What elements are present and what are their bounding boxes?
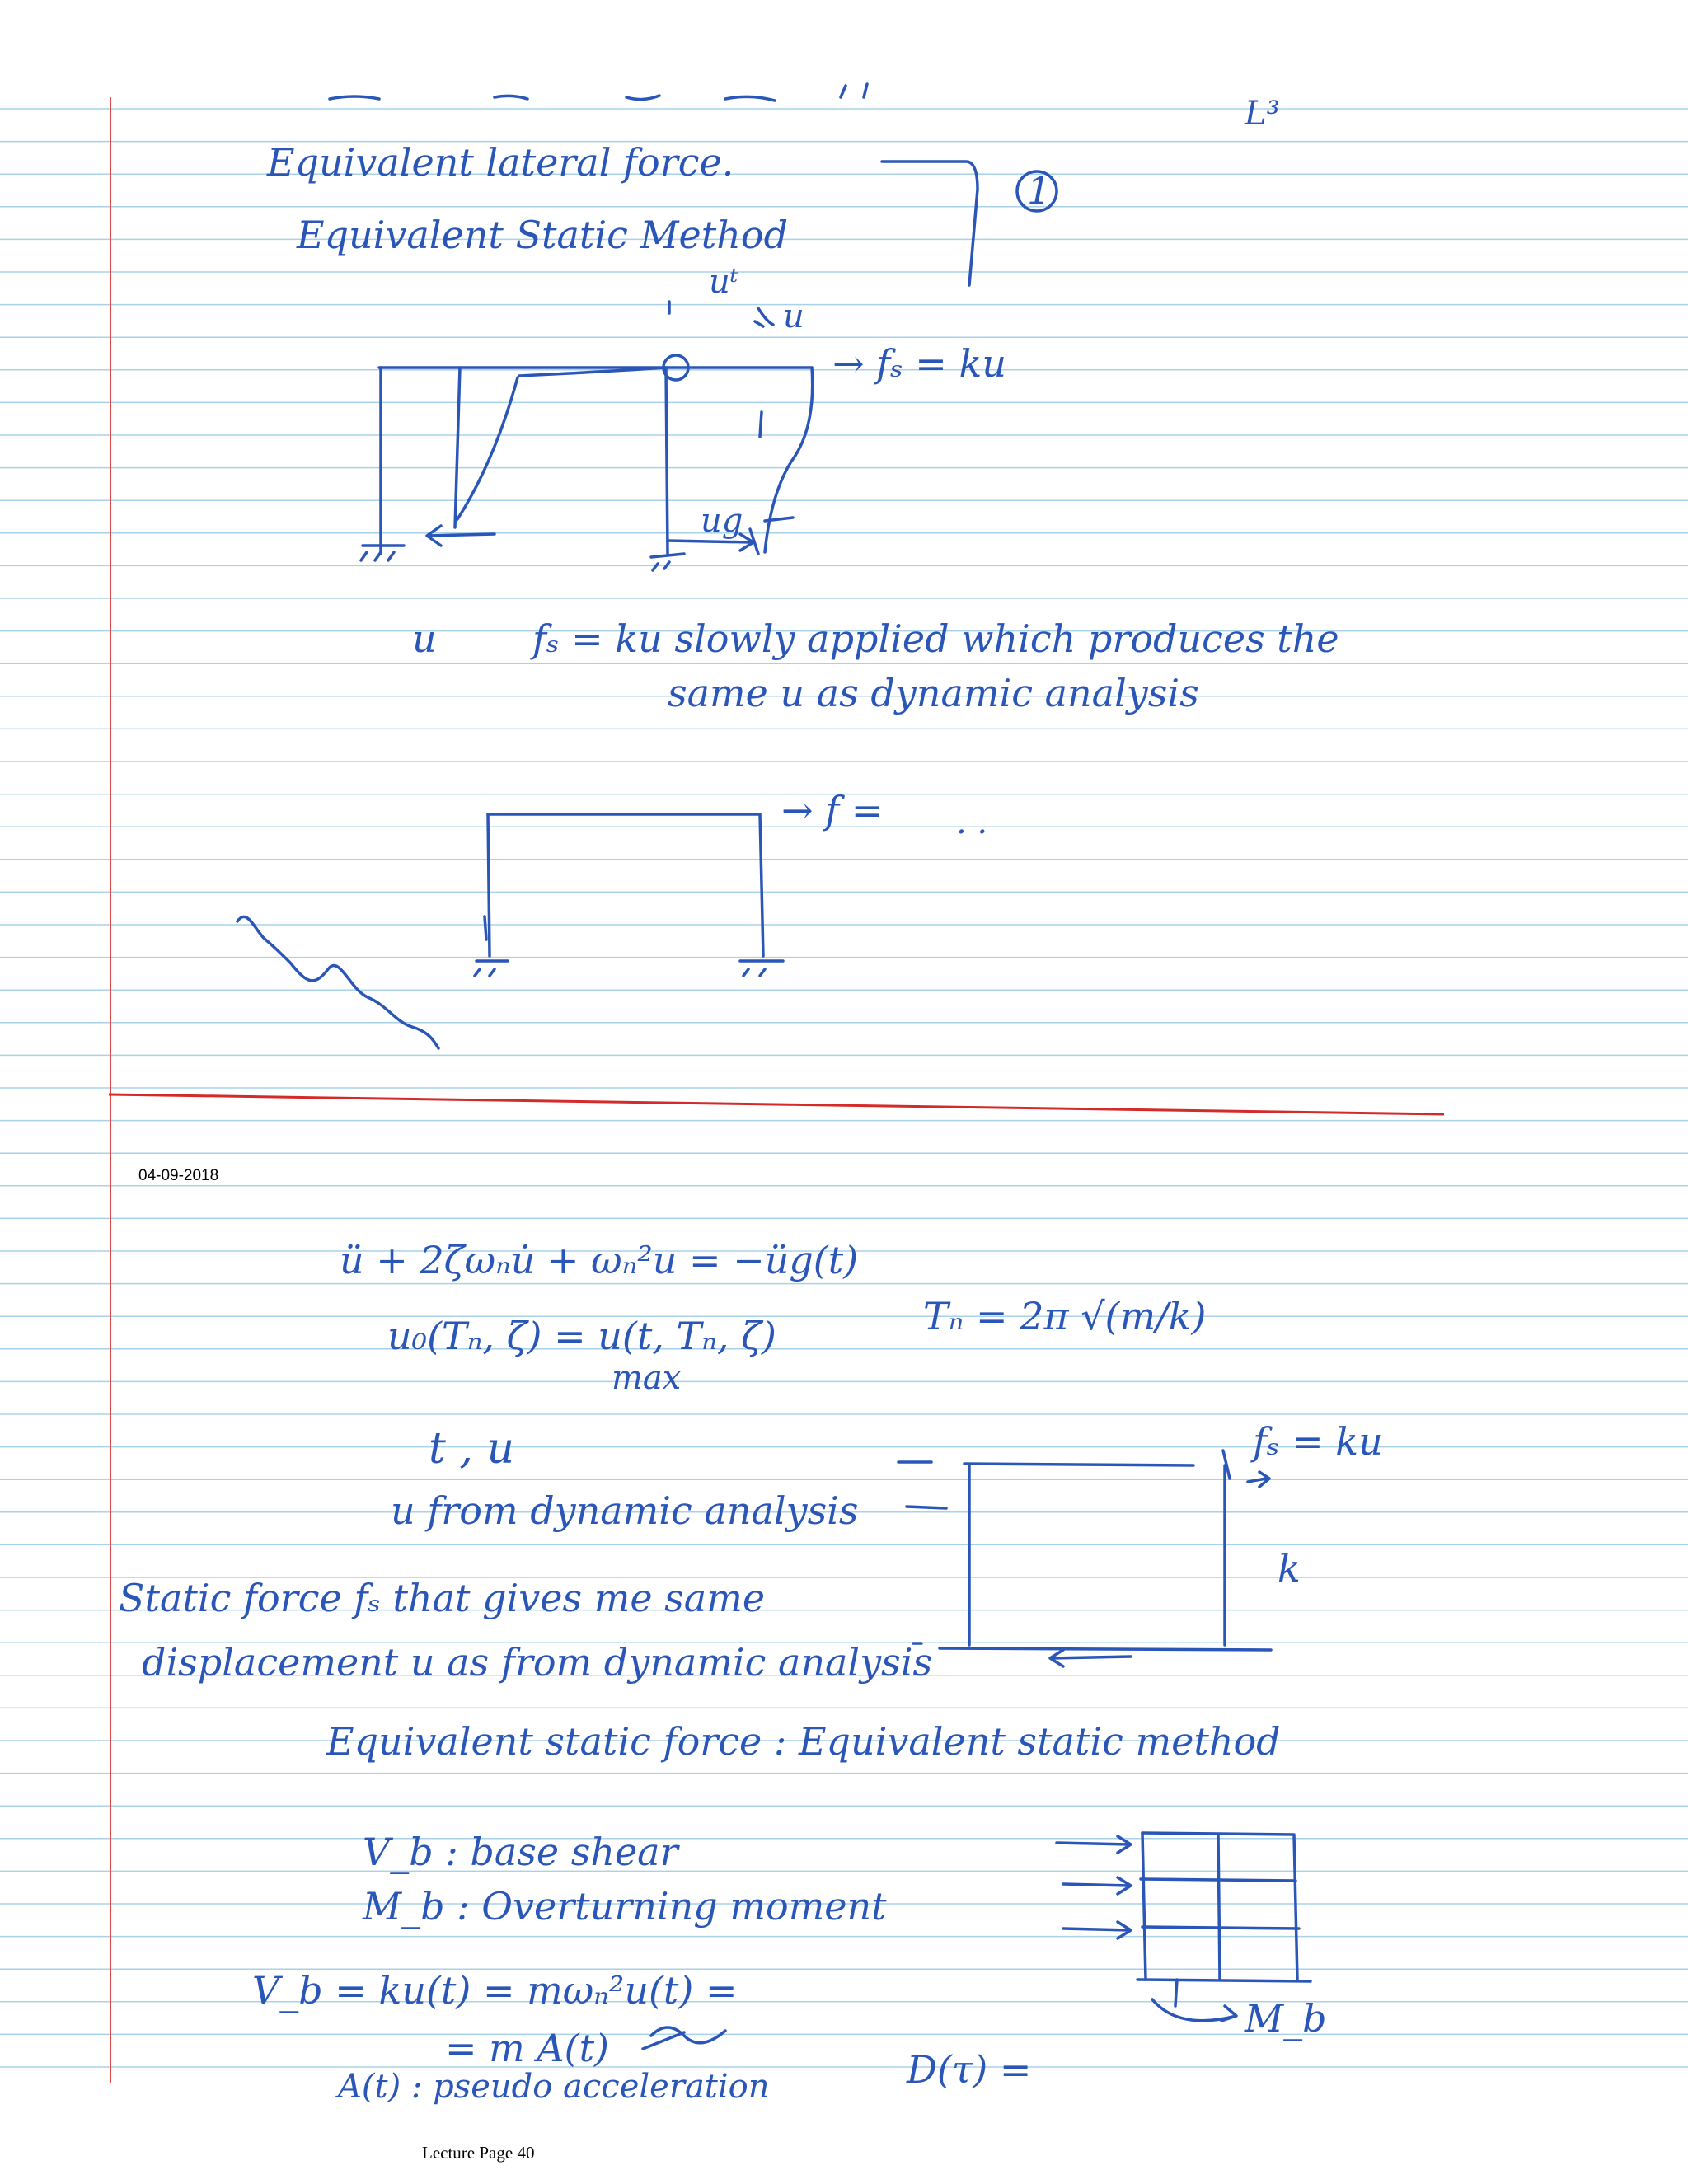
check-marks xyxy=(643,2027,725,2049)
base-shear-equation: V_b = ku(t) = mωₙ²u(t) = xyxy=(252,1968,738,2013)
equivalent-static-line: Equivalent static force : Equivalent static method xyxy=(326,1719,1281,1764)
natural-period-equation: Tₙ = 2π √(m/k) xyxy=(923,1294,1207,1338)
page-footer: Lecture Page 40 xyxy=(422,2143,535,2163)
ground-displacement-label: ug xyxy=(701,502,743,540)
static-force-line-2: displacement u as from dynamic analysis xyxy=(142,1640,933,1685)
page-date: 04-09-2018 xyxy=(138,1167,219,1184)
base-shear-definition: V_b : base shear xyxy=(363,1830,678,1874)
base-shear-pseudo-acceleration: = m A(t) xyxy=(445,2026,610,2070)
ground-motion-wave xyxy=(237,916,438,1048)
circled-number: 1 xyxy=(1027,168,1052,213)
frame2-dots: . . xyxy=(956,804,988,841)
scribble-top xyxy=(330,84,867,101)
frame-deformed-diagram xyxy=(361,298,813,570)
d-tau-label: D(τ) = xyxy=(907,2047,1032,2092)
moment-label: M_b xyxy=(1245,1996,1327,2041)
static-force-line-1: Static force fₛ that gives me same xyxy=(119,1576,766,1620)
cut-off-line: A(t) : pseudo acceleration xyxy=(338,2068,770,2106)
frame2-force-label: → f = xyxy=(781,788,884,832)
statement-line-2: same u as dynamic analysis xyxy=(668,671,1199,715)
multistorey-frame-diagram xyxy=(1057,1833,1311,2021)
statement-line-1: fₛ = ku slowly applied which produces the xyxy=(532,616,1339,661)
total-displacement-label: uᵗ xyxy=(709,263,738,301)
u-from-dynamic-analysis: u from dynamic analysis xyxy=(391,1488,859,1533)
box-force-label: fₛ = ku xyxy=(1253,1419,1383,1464)
equation-of-motion: ü + 2ζωₙu̇ + ωₙ²u = −üg(t) xyxy=(340,1238,859,1282)
box-frame-diagram xyxy=(898,1451,1271,1666)
peak-max-subscript: max xyxy=(612,1359,682,1397)
stiffness-label: k xyxy=(1278,1546,1301,1591)
u-label: u xyxy=(412,616,437,661)
relative-displacement-label: u xyxy=(783,298,804,335)
corner-mark: L³ xyxy=(1245,95,1280,133)
spring-force-label: → fₛ = ku xyxy=(832,341,1006,386)
frame-static-diagram xyxy=(237,814,783,1048)
title-line-1: Equivalent lateral force. xyxy=(267,140,734,185)
t-u-label: t , u xyxy=(429,1424,514,1474)
title-line-2: Equivalent Static Method xyxy=(297,213,789,257)
peak-response-equation: u₀(Tₙ, ζ) = u(t, Tₙ, ζ) xyxy=(387,1314,776,1358)
overturning-moment-definition: M_b : Overturning moment xyxy=(363,1884,887,1929)
bracket-mark xyxy=(882,162,978,285)
